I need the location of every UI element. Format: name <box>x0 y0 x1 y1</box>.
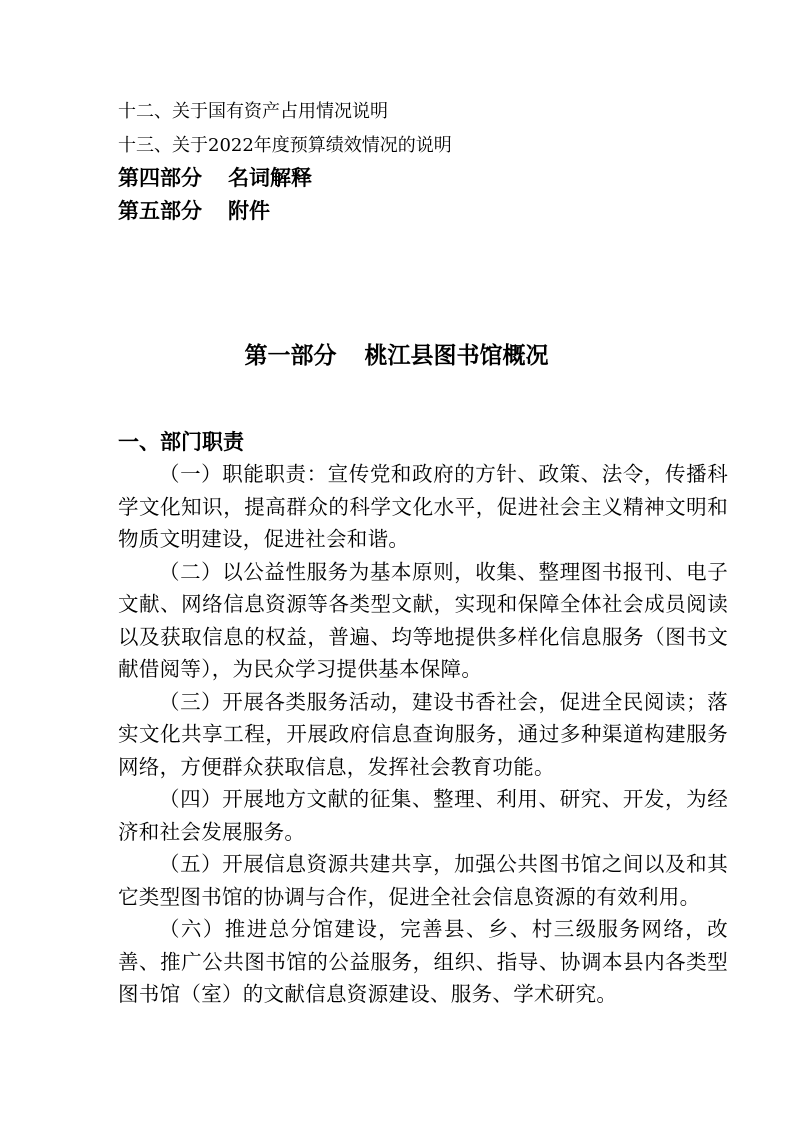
part-one-name: 桃江县图书馆概况 <box>364 343 549 369</box>
toc-line-12: 十二、关于国有资产占用情况说明 <box>118 101 388 122</box>
toc-part-four <box>118 164 312 192</box>
duty-paragraph-1: （一）职能职责：宣传党和政府的方针、政策、法令，传播科学文化知识，提高群众的科学文化水平，促进社会主义精神文明和物质文明建设，促进社会和谐。 <box>118 462 728 551</box>
section-one-heading: 一、部门职责 <box>118 430 244 454</box>
part-one-title <box>0 340 793 372</box>
duty-paragraph-3: （三）开展各类服务活动，建设书香社会，促进全民阅读；落实文化共享工程，开展政府信息查询服务，通过多种渠道构建服务网络，方便群众获取信息，发挥社会教育功能。 <box>118 689 728 779</box>
section-one-body <box>118 458 728 1011</box>
toc-part-five-title: 附件 <box>228 199 270 223</box>
toc-part-five-label: 第五部分 <box>118 199 202 223</box>
part-one-label: 第一部分 <box>244 343 337 369</box>
duty-paragraph-5: （五）开展信息资源共建共享，加强公共图书馆之间以及和其它类型图书馆的协调与合作，促进全社会信息资源的有效利用。 <box>118 852 728 909</box>
toc-part-four-title: 名词解释 <box>228 166 312 190</box>
duty-paragraph-2: （二）以公益性服务为基本原则，收集、整理图书报刊、电子文献、网络信息资源等各类型文献，实现和保障全体社会成员阅读以及获取信息的权益，普遍、均等地提供多样化信息服务（图书文献借阅等），为民众学习提供基本保障。 <box>118 559 728 681</box>
toc-line-13: 十三、关于2022年度预算绩效情况的说明 <box>118 135 452 156</box>
toc-part-four-label: 第四部分 <box>118 166 202 190</box>
toc-part-five <box>118 197 270 225</box>
duty-paragraph-6: （六）推进总分馆建设，完善县、乡、村三级服务网络，改善、推广公共图书馆的公益服务，组织、指导、协调本县内各类型图书馆（室）的文献信息资源建设、服务、学术研究。 <box>118 917 728 1006</box>
duty-paragraph-4: （四）开展地方文献的征集、整理、利用、研究、开发，为经济和社会发展服务。 <box>118 787 728 844</box>
